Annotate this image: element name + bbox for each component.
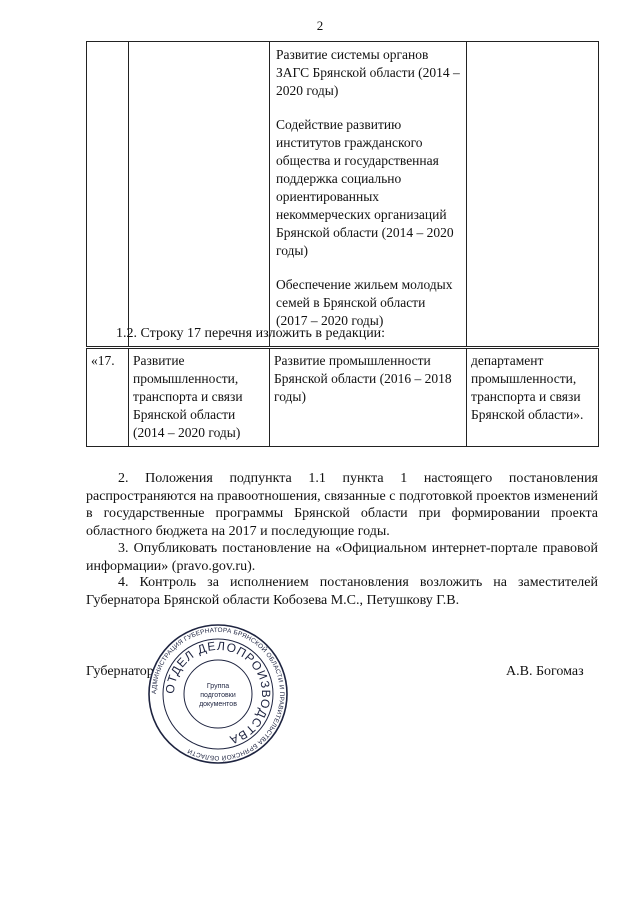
row-17-subprogram: Развитие промышленности Брянской области (2016 – 2018 годы)	[270, 349, 467, 447]
row-17-program: Развитие промышленности, транспорта и связи Брянской области (2014 – 2020 годы)	[129, 349, 270, 447]
stamp-center-line: Группа	[206, 683, 230, 690]
row-17-executor: департамент промышленности, транспорта и связи Брянской области».	[467, 349, 599, 447]
cell-program	[129, 42, 270, 347]
cell-executor	[467, 42, 599, 347]
cell-number	[87, 42, 129, 347]
paragraph-2: 2. Положения подпункта 1.1 пункта 1 настоящего постановления распространяются на правоотношения, связанные с подготовкой проектов изменений в государственные программы Брянской области при формировании проекта областного бюджета на 2017 и последующие годы.	[86, 471, 598, 539]
subprogram-item: Развитие системы органов ЗАГС Брянской области (2014 – 2020 годы)	[276, 47, 460, 98]
signature-title: Губернатор	[86, 664, 154, 679]
cell-subprograms	[270, 42, 467, 347]
stamp-outer-text: АДМИНИСТРАЦИЯ ГУБЕРНАТОРА БРЯНСКОЙ ОБЛАСТИ И ПРАВИТЕЛЬСТВА БРЯНСКОЙ ОБЛАСТИ	[150, 626, 286, 762]
stamp-ring-text: ОТДЕЛ ДЕЛОПРОИЗВОДСТВА	[162, 638, 274, 748]
row-17-table	[86, 348, 599, 447]
paragraph-4: 4. Контроль за исполнением постановления возложить на заместителей Губернатора Брянской области Кобозева М.С., Петушкову Г.В.	[86, 575, 598, 608]
signature-name: А.В. Богомаз	[506, 664, 584, 679]
subprogram-item: Обеспечение жильем молодых семей в Брянской области (2017 – 2020 годы)	[276, 277, 453, 328]
row-17-number: «17.	[87, 349, 129, 447]
office-stamp	[147, 623, 289, 765]
stamp-center-line: документов	[199, 701, 237, 708]
stamp-center-line: подготовки	[200, 692, 236, 699]
program-table-continued	[86, 41, 599, 347]
page-number: 2	[316, 18, 324, 33]
paragraph-3: 3. Опубликовать постановление на «Официальном интернет-портале правовой информации» (pravo.gov.ru).	[86, 541, 598, 574]
subprogram-item: Содействие развитию институтов гражданского общества и государственная поддержка социально ориентированных некоммерческих организаций Брянской области (2014 – 2020 годы)	[276, 117, 454, 258]
section-heading: 1.2. Строку 17 перечня изложить в редакции:	[116, 326, 386, 341]
